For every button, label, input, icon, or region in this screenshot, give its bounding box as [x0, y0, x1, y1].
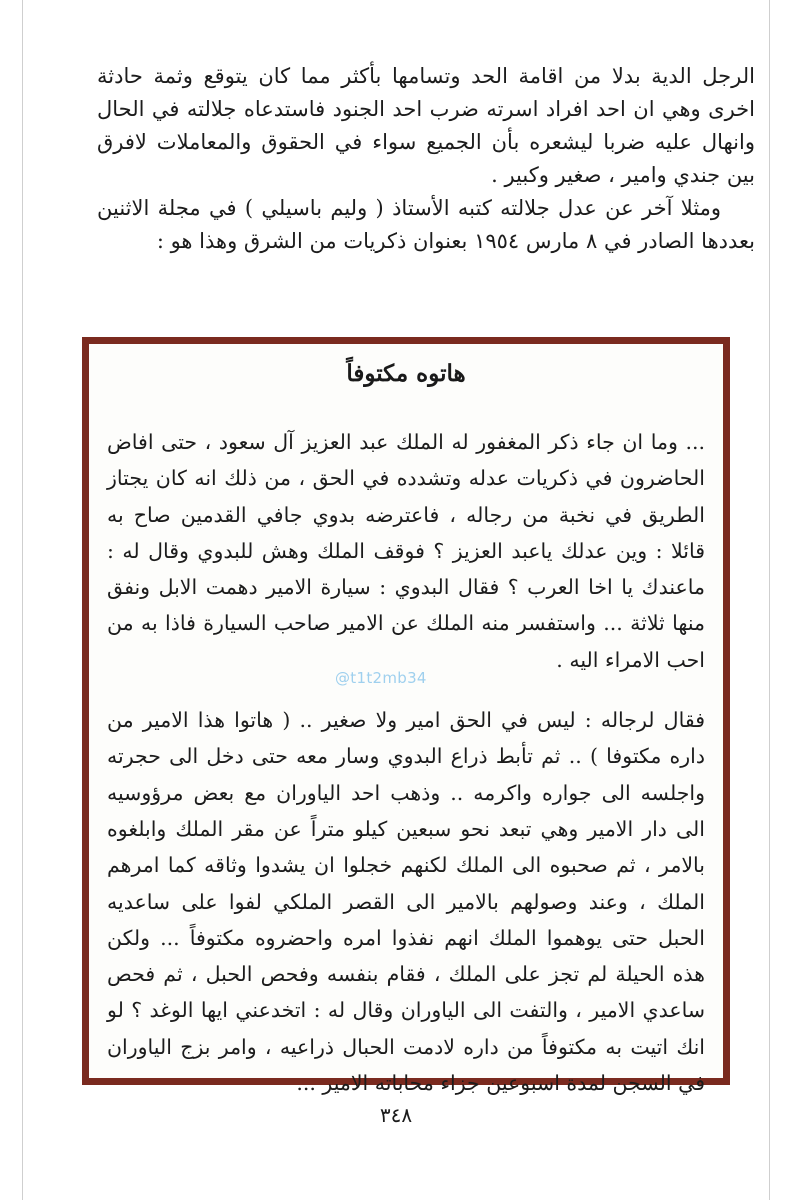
boxed-article	[82, 337, 730, 1096]
article-paragraph: ... وما ان جاء ذكر المغفور له الملك عبد العزيز آل سعود ، حتى افاض الحاضرون في ذكريات عدله وتشدده في الحق ، من ذلك انه كان يجتاز الطريق في نخبة من رجاله ، فاعترضه بدوي جافي القدمين صاح به قائلا : وين عدلك ياعبد العزيز ؟ فوقف الملك وهش للبدوي وقال له : ماعندك يا اخا العرب ؟ فقال البدوي : سيارة الامير دهمت الابل ونفق منها ثلاثة ... واستفسر منه الملك عن الامير صاحب السيارة فاذا به من احب الامراء اليه .	[107, 430, 705, 672]
article-paragraph: فقال لرجاله : ليس في الحق امير ولا صغير .. ( هاتوا هذا الامير من داره مكتوفا ) .. ثم تأبط ذراع البدوي وسار معه حتى دخل الى حجرته واجلسه الى جواره واكرمه .. وذهب احد الياوران مع بعض مرؤوسيه الى دار الامير وهي تبعد نحو سبعين كيلو متراً عن مقر الملك وابلغوه بالامر ، ثم صحبوه الى الملك لكنهم خجلوا ان يشدوا وثاقه كما امرهم الملك ، وعند وصولهم بالامير الى القصر الملكي لفوا على ساعديه الحبل حتى يوهموا الملك انهم نفذوا امره واحضروه مكتوفاً ... ولكن هذه الحيلة لم تجز على الملك ، فقام بنفسه وفحص الحبل ، ثم فحص ساعدي الامير ، والتفت الى الياوران وقال له : اتخدعني ايها الوغد ؟ لو انك اتيت به مكتوفاً من داره لادمت الحبال ذراعيه ، وامر بزج الياوران في السجن لمدة اسبوعين جزاء محاباته الامير ...	[107, 708, 705, 1096]
intro-text	[97, 60, 755, 258]
intro-paragraph: ومثلا آخر عن عدل جلالته كتبه الأستاذ ( وليم باسيلي ) في مجلة الاثنين بعددها الصادر في ٨ مارس ١٩٥٤ بعنوان ذكريات من الشرق وهذا هو :	[97, 196, 755, 253]
article-title: هاتوه مكتوفاً	[346, 360, 466, 387]
page-number: ٣٤٨	[379, 1103, 413, 1127]
intro-paragraph: الرجل الدية بدلا من اقامة الحد وتسامها بأكثر مما كان يتوقع وثمة حادثة اخرى وهي ان احد افراد اسرته ضرب احد الجنود فاستدعاه جلالته في الحال وانهال عليه ضربا ليشعره بأن الجميع سواء في الحقوق والمعاملات لافرق بين جندي وامير ، صغير وكبير .	[97, 64, 755, 187]
article-body	[107, 424, 705, 1101]
watermark-handle: @t1t2mb34	[335, 669, 427, 687]
book-page	[22, 0, 770, 1200]
